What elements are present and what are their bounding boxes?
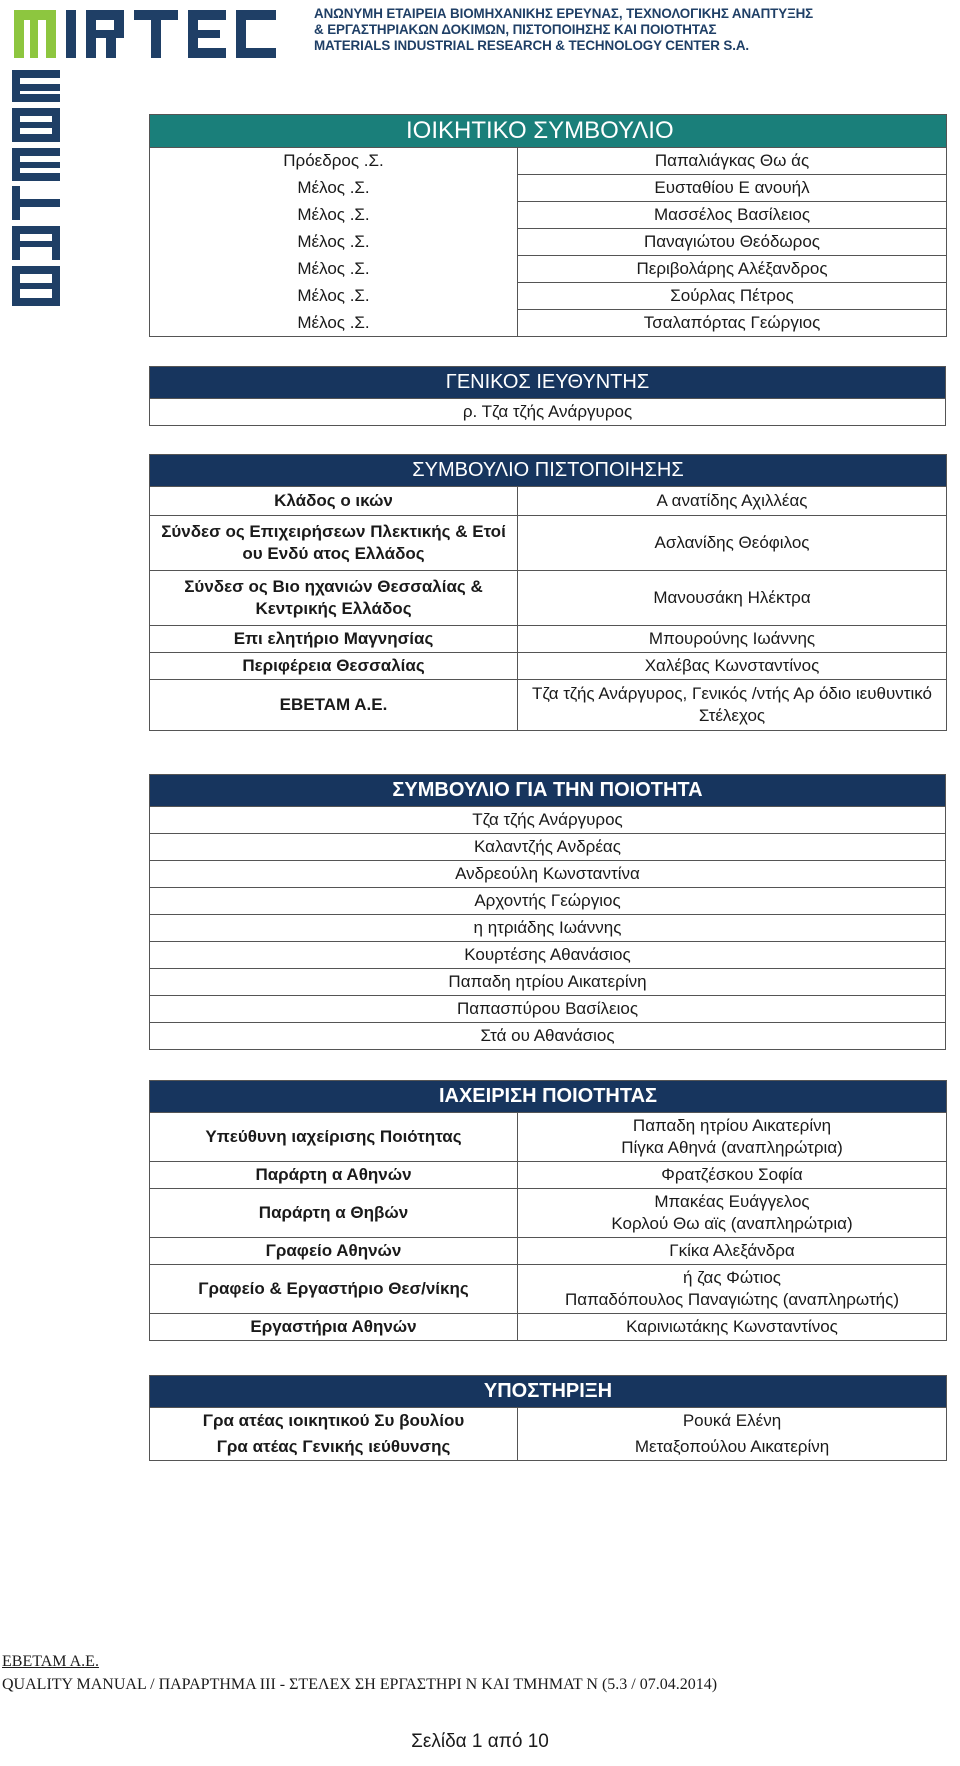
general-director-table — [149, 366, 946, 426]
support-title: ΥΠΟΣΤΗΡΙΞΗ — [150, 1376, 947, 1408]
board-name: Σούρλας Πέτρος — [518, 283, 947, 310]
quality-board-table — [149, 774, 946, 1050]
board-role: Μέλος .Σ. — [150, 256, 518, 283]
certification-board-title: ΣΥΜΒΟΥΛΙΟ ΠΙΣΤΟΠΟΙΗΣΗΣ — [150, 455, 947, 487]
qm-name: Μπακέας Ευάγγελος — [654, 1192, 810, 1211]
qm-role: Γραφείο Αθηνών — [150, 1238, 518, 1265]
qm-role: Παράρτη α Αθηνών — [150, 1162, 518, 1189]
board-table — [149, 114, 947, 337]
quality-board-title: ΣΥΜΒΟΥΛΙΟ ΓΙΑ ΤΗΝ ΠΟΙΟΤΗΤΑ — [150, 775, 946, 807]
qm-name: ή ζας Φώτιος — [682, 1268, 781, 1287]
support-role: Γρα ατέας Γενικής ιεύθυνσης — [150, 1434, 518, 1461]
mirtec-logo — [10, 6, 300, 62]
qm-name: Παπαδη ητρίου Αικατερίνη — [632, 1116, 832, 1135]
general-director-title: ΓΕΝΙΚΟΣ ΙΕΥΘΥΝΤΗΣ — [150, 367, 946, 399]
quality-board-member: Παπαδη ητρίου Αικατερίνη — [150, 969, 946, 996]
support-name: Μεταξοπούλου Αικατερίνη — [518, 1434, 947, 1461]
board-role: Μέλος .Σ. — [150, 202, 518, 229]
qm-name: Γκίκα Αλεξάνδρα — [518, 1238, 947, 1265]
quality-board-member: Αρχοντής Γεώργιος — [150, 888, 946, 915]
certification-org: Σύνδεσ ος Επιχειρήσεων Πλεκτικής & Ετοί ου Ενδύ ατος Ελλάδος — [150, 516, 518, 571]
qm-name: Φρατζέσκου Σοφία — [518, 1162, 947, 1189]
quality-management-title: ΙΑΧΕΙΡΙΣΗ ΠΟΙΟΤΗΤΑΣ — [150, 1081, 947, 1113]
support-name: Ρουκά Ελένη — [518, 1408, 947, 1435]
quality-board-member: Παπασπύρου Βασίλειος — [150, 996, 946, 1023]
board-role: Μέλος .Σ. — [150, 310, 518, 337]
footer-manual-ref: QUALITY MANUAL / ΠΑΡΑΡΤΗΜΑ ΙΙΙ - ΣΤΕΛΕΧ ΣΗ ΕΡΓΑΣΤΗΡΙ Ν ΚΑΙ ΤΜΗΜΑΤ Ν (5.3 / 07.04.2014) — [2, 1676, 718, 1693]
company-line-3: MATERIALS INDUSTRIAL RESEARCH & TECHNOLOGY CENTER S.A. — [314, 38, 750, 53]
certification-board-table — [149, 454, 947, 731]
quality-board-member: Κουρτέσης Αθανάσιος — [150, 942, 946, 969]
certification-member: Τζα τζής Ανάργυρος, Γενικός /ντής Αρ όδιο ιευθυντικό Στέλεχος — [518, 680, 947, 731]
qm-names — [518, 1189, 947, 1238]
qm-role: Υπεύθυνη ιαχείρισης Ποιότητας — [150, 1113, 518, 1162]
quality-board-member: Τζα τζής Ανάργυρος — [150, 807, 946, 834]
board-name: Ευσταθίου Ε ανουήλ — [518, 175, 947, 202]
support-table — [149, 1375, 947, 1461]
certification-member: Α ανατίδης Αχιλλέας — [518, 487, 947, 516]
qm-role: Εργαστήρια Αθηνών — [150, 1314, 518, 1341]
certification-member: Μπουρούνης Ιωάννης — [518, 626, 947, 653]
qm-name: Παπαδόπουλος Παναγιώτης (αναπληρωτής) — [564, 1290, 899, 1309]
quality-board-member: η ητριάδης Ιωάννης — [150, 915, 946, 942]
board-role: Μέλος .Σ. — [150, 283, 518, 310]
board-name: Μασσέλος Βασίλειος — [518, 202, 947, 229]
quality-board-member: Καλαντζής Ανδρέας — [150, 834, 946, 861]
board-name: Παναγιώτου Θεόδωρος — [518, 229, 947, 256]
certification-org: Σύνδεσ ος Βιο ηχανιών Θεσσαλίας & Κεντρικής Ελλάδος — [150, 571, 518, 626]
qm-role: Γραφείο & Εργαστήριο Θεσ/νίκης — [150, 1265, 518, 1314]
board-name: Παπαλιάγκας Θω άς — [518, 148, 947, 175]
qm-name: Πίγκα Αθηνά (αναπληρώτρια) — [621, 1138, 843, 1157]
board-title: ΙΟΙΚΗΤΙΚΟ ΣΥΜΒΟΥΛΙΟ — [150, 115, 947, 148]
quality-board-member: Στά ου Αθανάσιος — [150, 1023, 946, 1050]
qm-name: Καρινιωτάκης Κωνσταντίνος — [518, 1314, 947, 1341]
qm-names — [518, 1265, 947, 1314]
page-number: Σελίδα 1 από 10 — [411, 1731, 549, 1752]
company-line-2: & ΕΡΓΑΣΤΗΡΙΑΚΩΝ ΔΟΚΙΜΩΝ, ΠΙΣΤΟΠΟΙΗΣΗΣ ΚΑΙ ΠΟΙΟΤΗΤΑΣ — [314, 22, 717, 37]
board-name: Τσαλαπόρτας Γεώργιος — [518, 310, 947, 337]
support-role: Γρα ατέας ιοικητικού Συ βουλίου — [150, 1408, 518, 1435]
board-role: Μέλος .Σ. — [150, 229, 518, 256]
footer-company: ΕΒΕΤΑΜ Α.Ε. — [2, 1653, 99, 1670]
qm-name: Κορλού Θω αϊς (αναπληρώτρια) — [611, 1214, 853, 1233]
company-name-block — [314, 6, 954, 54]
certification-org: ΕΒΕΤΑΜ Α.Ε. — [150, 680, 518, 731]
certification-org: Επι ελητήριο Μαγνησίας — [150, 626, 518, 653]
quality-board-member: Ανδρεούλη Κωνσταντίνα — [150, 861, 946, 888]
quality-management-table — [149, 1080, 947, 1341]
qm-role: Παράρτη α Θηβών — [150, 1189, 518, 1238]
certification-member: Χαλέβας Κωνσταντίνος — [518, 653, 947, 680]
company-line-1: ΑΝΩΝΥΜΗ ΕΤΑΙΡΕΙΑ ΒΙΟΜΗΧΑΝΙΚΗΣ ΕΡΕΥΝΑΣ, ΤΕΧΝΟΛΟΓΙΚΗΣ ΑΝΑΠΤΥΞΗΣ — [314, 6, 814, 21]
general-director-name: ρ. Τζα τζής Ανάργυρος — [150, 399, 946, 426]
certification-member: Μανουσάκη Ηλέκτρα — [518, 571, 947, 626]
certification-org: Κλάδος ο ικών — [150, 487, 518, 516]
qm-names — [518, 1113, 947, 1162]
certification-org: Περιφέρεια Θεσσαλίας — [150, 653, 518, 680]
board-name: Περιβολάρης Αλέξανδρος — [518, 256, 947, 283]
board-role: Πρόεδρος .Σ. — [150, 148, 518, 175]
certification-member: Ασλανίδης Θεόφιλος — [518, 516, 947, 571]
board-role: Μέλος .Σ. — [150, 175, 518, 202]
